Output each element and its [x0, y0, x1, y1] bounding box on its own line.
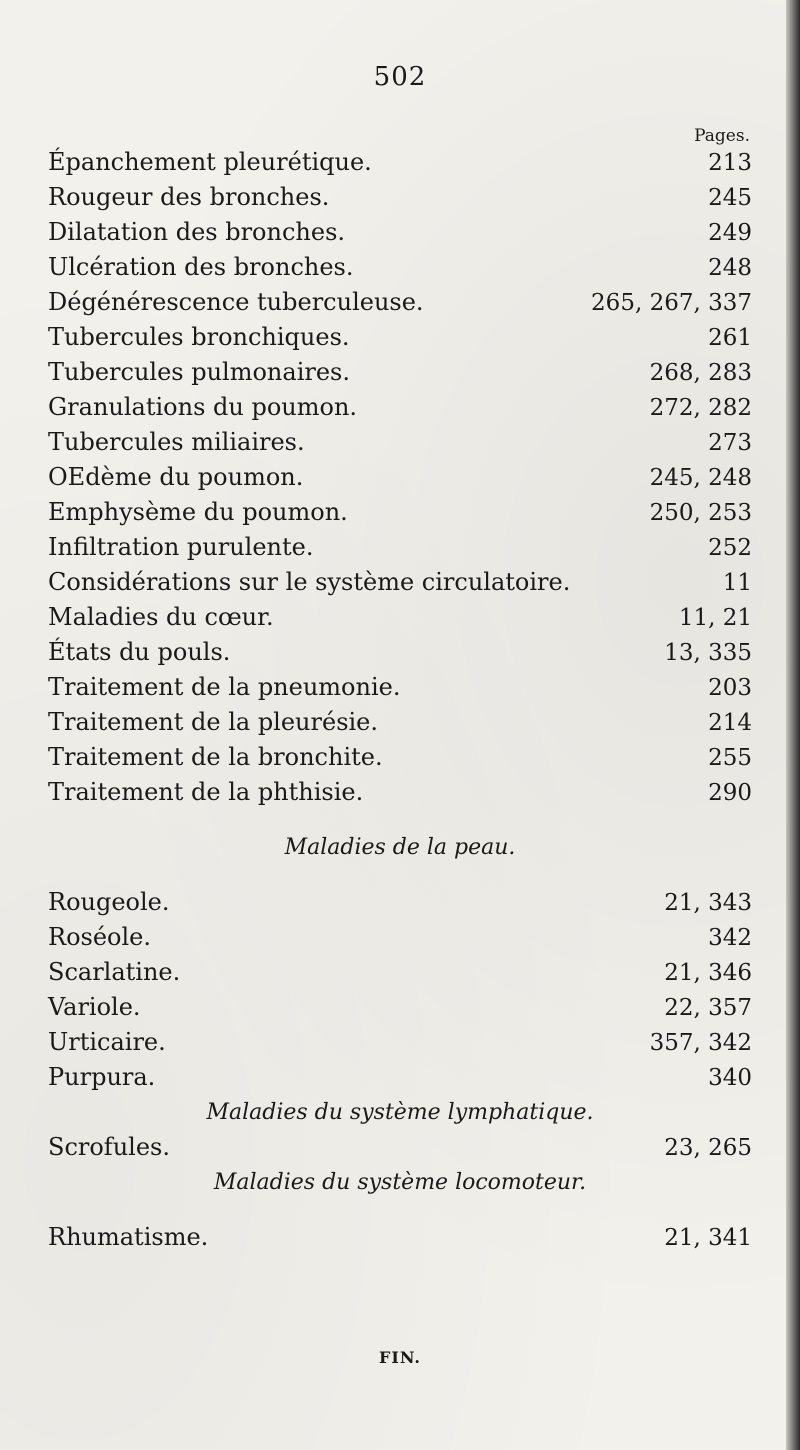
- entry-pages: 213: [708, 150, 752, 176]
- entry-pages: 265, 267, 337: [591, 290, 752, 316]
- entry-label: Scrofules.: [48, 1133, 170, 1161]
- entry-label: Traitement de la pleurésie.: [48, 708, 379, 736]
- spacer: [48, 810, 752, 830]
- entry-label: Urticaire.: [48, 1028, 166, 1056]
- index-entry: [48, 920, 752, 955]
- index-entry: [48, 390, 752, 425]
- index-entry: [48, 145, 752, 180]
- index-entry: [48, 565, 752, 600]
- index-entry: [48, 990, 752, 1025]
- entry-pages: 250, 253: [649, 500, 752, 526]
- spacer: [48, 865, 752, 885]
- index-entry: [48, 670, 752, 705]
- index-entry: [48, 250, 752, 285]
- entry-pages: 22, 357: [664, 995, 752, 1021]
- index-entry: [48, 775, 752, 810]
- index-entry: [48, 285, 752, 320]
- fin-marker: FIN.: [378, 1348, 421, 1367]
- index-entry: [48, 885, 752, 920]
- entry-pages: 23, 265: [664, 1135, 752, 1161]
- index-entry: [48, 1060, 752, 1095]
- entry-label: Tubercules miliaires.: [48, 428, 305, 456]
- entry-label: Épanchement pleurétique.: [48, 148, 372, 176]
- entry-pages: 245, 248: [649, 465, 752, 491]
- index-entries: [48, 145, 752, 1255]
- section-heading-lymphatique: Maladies du système lymphatique.: [206, 1100, 594, 1125]
- index-entry: [48, 215, 752, 250]
- index-entry: [48, 530, 752, 565]
- entry-pages: 203: [708, 675, 752, 701]
- entry-pages: 21, 341: [664, 1225, 752, 1251]
- page-number: 502: [373, 62, 427, 92]
- index-entry: [48, 1130, 752, 1165]
- entry-label: Roséole.: [48, 923, 151, 951]
- entry-label: Dilatation des bronches.: [48, 218, 346, 246]
- page-edge-shadow: [786, 0, 800, 1450]
- entry-label: Granulations du poumon.: [48, 393, 358, 421]
- entry-label: Purpura.: [48, 1063, 156, 1091]
- index-entry: [48, 705, 752, 740]
- entry-pages: 340: [708, 1065, 752, 1091]
- spacer: [48, 1200, 752, 1220]
- entry-pages: 249: [708, 220, 752, 246]
- index-entry: [48, 1220, 752, 1255]
- entry-label: États du pouls.: [48, 638, 231, 666]
- entry-label: Rougeole.: [48, 888, 170, 916]
- index-entry: [48, 180, 752, 215]
- entry-pages: 11, 21: [678, 605, 752, 631]
- entry-label: Rhumatisme.: [48, 1223, 209, 1251]
- entry-pages: 261: [708, 325, 752, 351]
- entry-label: Considérations sur le système circulatoire.: [48, 568, 571, 596]
- entry-label: Rougeur des bronches.: [48, 183, 330, 211]
- entry-pages: 245: [708, 185, 752, 211]
- index-entry: [48, 460, 752, 495]
- entry-label: Traitement de la bronchite.: [48, 743, 383, 771]
- entry-group-peau: [48, 885, 752, 1095]
- entry-group-respiratory: [48, 145, 752, 810]
- entry-label: Traitement de la pneumonie.: [48, 673, 401, 701]
- entry-pages: 290: [708, 780, 752, 806]
- entry-label: Scarlatine.: [48, 958, 181, 986]
- entry-pages: 357, 342: [649, 1030, 752, 1056]
- index-entry: [48, 425, 752, 460]
- entry-pages: 273: [708, 430, 752, 456]
- index-entry: [48, 1025, 752, 1060]
- entry-pages: 268, 283: [649, 360, 752, 386]
- entry-label: Infiltration purulente.: [48, 533, 314, 561]
- index-entry: [48, 495, 752, 530]
- entry-label: OEdème du poumon.: [48, 463, 304, 491]
- section-heading-locomoteur: Maladies du système locomoteur.: [213, 1170, 587, 1195]
- index-entry: [48, 740, 752, 775]
- index-entry: [48, 635, 752, 670]
- entry-label: Traitement de la phthisie.: [48, 778, 364, 806]
- entry-group-locomoteur: [48, 1220, 752, 1255]
- entry-label: Variole.: [48, 993, 141, 1021]
- index-entry: [48, 955, 752, 990]
- entry-pages: 11: [722, 570, 752, 596]
- index-entry: [48, 355, 752, 390]
- entry-label: Dégénérescence tuberculeuse.: [48, 288, 424, 316]
- entry-pages: 13, 335: [664, 640, 752, 666]
- entry-label: Tubercules pulmonaires.: [48, 358, 350, 386]
- entry-label: Maladies du cœur.: [48, 603, 274, 631]
- pages-column-label: Pages.: [694, 126, 750, 146]
- entry-pages: 272, 282: [649, 395, 752, 421]
- entry-label: Tubercules bronchiques.: [48, 323, 350, 351]
- entry-pages: 21, 343: [664, 890, 752, 916]
- index-entry: [48, 320, 752, 355]
- entry-label: Emphysème du poumon.: [48, 498, 348, 526]
- section-heading-peau: Maladies de la peau.: [284, 835, 516, 860]
- entry-pages: 214: [708, 710, 752, 736]
- entry-pages: 252: [708, 535, 752, 561]
- entry-label: Ulcération des bronches.: [48, 253, 354, 281]
- entry-group-lymphatique: [48, 1130, 752, 1165]
- entry-pages: 342: [708, 925, 752, 951]
- index-entry: [48, 600, 752, 635]
- entry-pages: 21, 346: [664, 960, 752, 986]
- entry-pages: 255: [708, 745, 752, 771]
- entry-pages: 248: [708, 255, 752, 281]
